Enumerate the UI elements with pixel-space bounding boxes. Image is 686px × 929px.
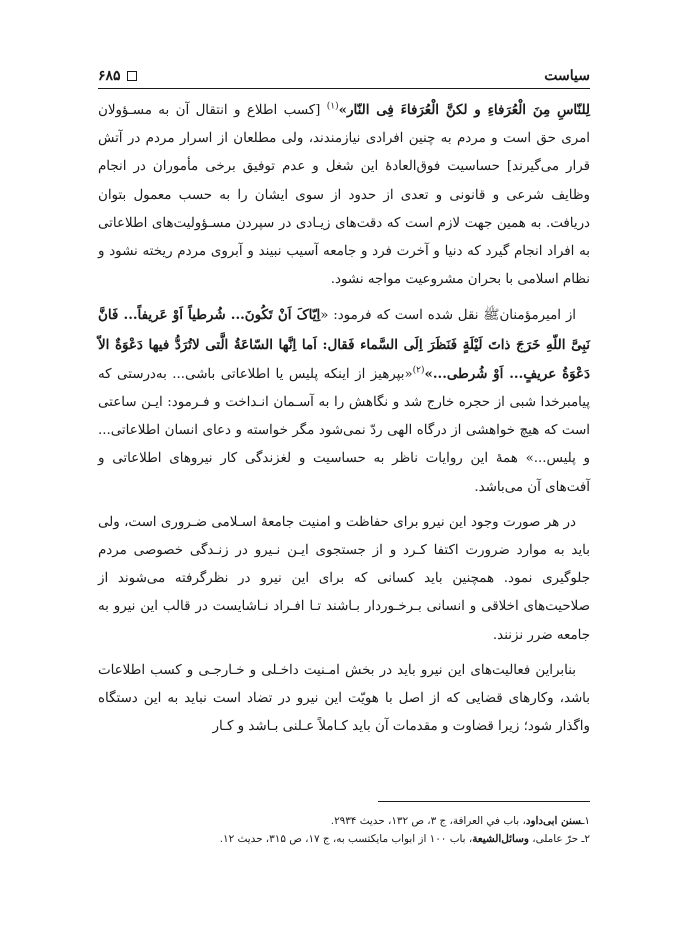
arabic-quote-1: لِلنّاسِ مِنَ الْعُرَفاءِ و لکنَّ الْعُرَفاءَ فِی النّار» <box>338 102 590 118</box>
paragraph-2-text: «بپرهیز از اینکه پلیس یا اطلاعاتی باشی... به‌درستی که پیامبرخدا شبی از حجره خارج شد و نگاهش را به آسـمان انـداخت و فـرمود: ایـن ساعتی است که هیچ خواهشی از درگاه الهی ردّ نمی‌شود مگر خواسته و دعای انسان اطلاعاتی... و پلیس...» همهٔ این روایات ناظر به حساسیت و لغزندگی کار نیروهای اطلاعاتی و آفت‌های آن می‌باشد. <box>98 366 590 495</box>
footnote-ref-1[interactable]: (۱) <box>326 101 339 112</box>
footnote-2: ۲ـ حرّ عاملی، وسائل‌الشیعة، باب ۱۰۰ از ابواب مایکتسب به، ج ۱۷، ص ۳۱۵، حدیث ۱۲. <box>219 833 590 845</box>
paragraph-1-text: [کسب اطلاع و انتقال آن به مسـؤولان امری حق است و مردم به چنین افرادی نیازمندند، ولی مطلعان از اسرار مردم در آتش قرار می‌گیرند] حساسیت فوق‌العادهٔ این شغل و عدم توفیق برخی مأموران در انجام وظایف شرعی و قانونی و تعدی از حدود از سوی ایشان را به حسب معمول بتوان دریافت. به همین جهت لازم است که دقت‌های زیـادی در سپردن مسـؤولیت‌های اطلاعاتی به افراد انجام گیرد که دنیا و آخرت فرد و جامعه آسیب نبیند و آبروی مردم ریخته نشود و نظام اسلامی با بحران مشروعیت مواجه نشود. <box>98 103 590 288</box>
running-title: سیاست <box>544 68 590 84</box>
paragraph-1 <box>98 96 590 294</box>
footnote-rule <box>378 801 590 802</box>
footnote-1: ۱ـسنن ابی‌داود، باب في العرافة، ج ۳، ص ۱۳۲، حدیث ۲۹۳۴. <box>330 815 590 827</box>
footnote-2-source: وسائل‌الشیعة <box>472 833 529 845</box>
paragraph-3: در هر صورت وجود این نیرو برای حفاظت و امنیت جامعهٔ اسـلامی ضـروری است، ولی باید به موارد ضرورت اکتفا کـرد و از جستجوی ایـن نـیرو در زنـدگی خصوصی مردم جلوگیری نمود. همچنین باید کسانی که برای این نیرو در نظرگرفته می‌شوند از صلاحیت‌های اخلاقی و انسانی بـرخـوردار بـاشند تـا افـراد نـاشایست در قالب این نیرو به جامعه ضرر نزنند. <box>98 514 590 643</box>
square-ornament-icon <box>127 71 137 81</box>
arabic-quote-2: اِیّاکَ اَنْ تَکُونَ... شُرطیاً اَوْ عَریفاً... فَانَّ نَبِیَّ اللّهِ خَرَجَ ذاتَ لَیْلَةٍ فَنَظَرَ اِلَی السَّماء فَقال: اَما اِنَّها السّاعَةُ الَّتی لاتُرَدُّ فیها دَعْوَةٌ الاّ دَعْوَةُ عریفٍ... اَوْ شُرطی...» <box>98 307 590 382</box>
page-header <box>98 64 590 84</box>
footnote-ref-2[interactable]: (۲) <box>412 365 425 376</box>
page-number: ۶۸۵ <box>98 68 121 84</box>
paragraph-2 <box>98 301 590 501</box>
page-number-group <box>98 68 137 84</box>
footnote-1-source: سنن ابی‌داود <box>525 815 582 827</box>
body-text <box>98 96 590 748</box>
footnotes <box>98 812 590 848</box>
paragraph-4: بنابراین فعالیت‌های این نیرو باید در بخش امـنیت داخـلی و خـارجـی و کسب اطلاعات باشد، وکارهای قضایی که از اصل با هویّت این نیرو در تضاد است نباید به این دستگاه واگذار شود؛ زیرا قضاوت و مقدمات آن باید کـاملاً عـلنی بـاشد و کـار <box>98 662 590 735</box>
header-rule <box>98 88 590 89</box>
paragraph-2-lead: از امیرمؤمنانﷺ نقل شده است که فرمود: « <box>320 308 577 324</box>
